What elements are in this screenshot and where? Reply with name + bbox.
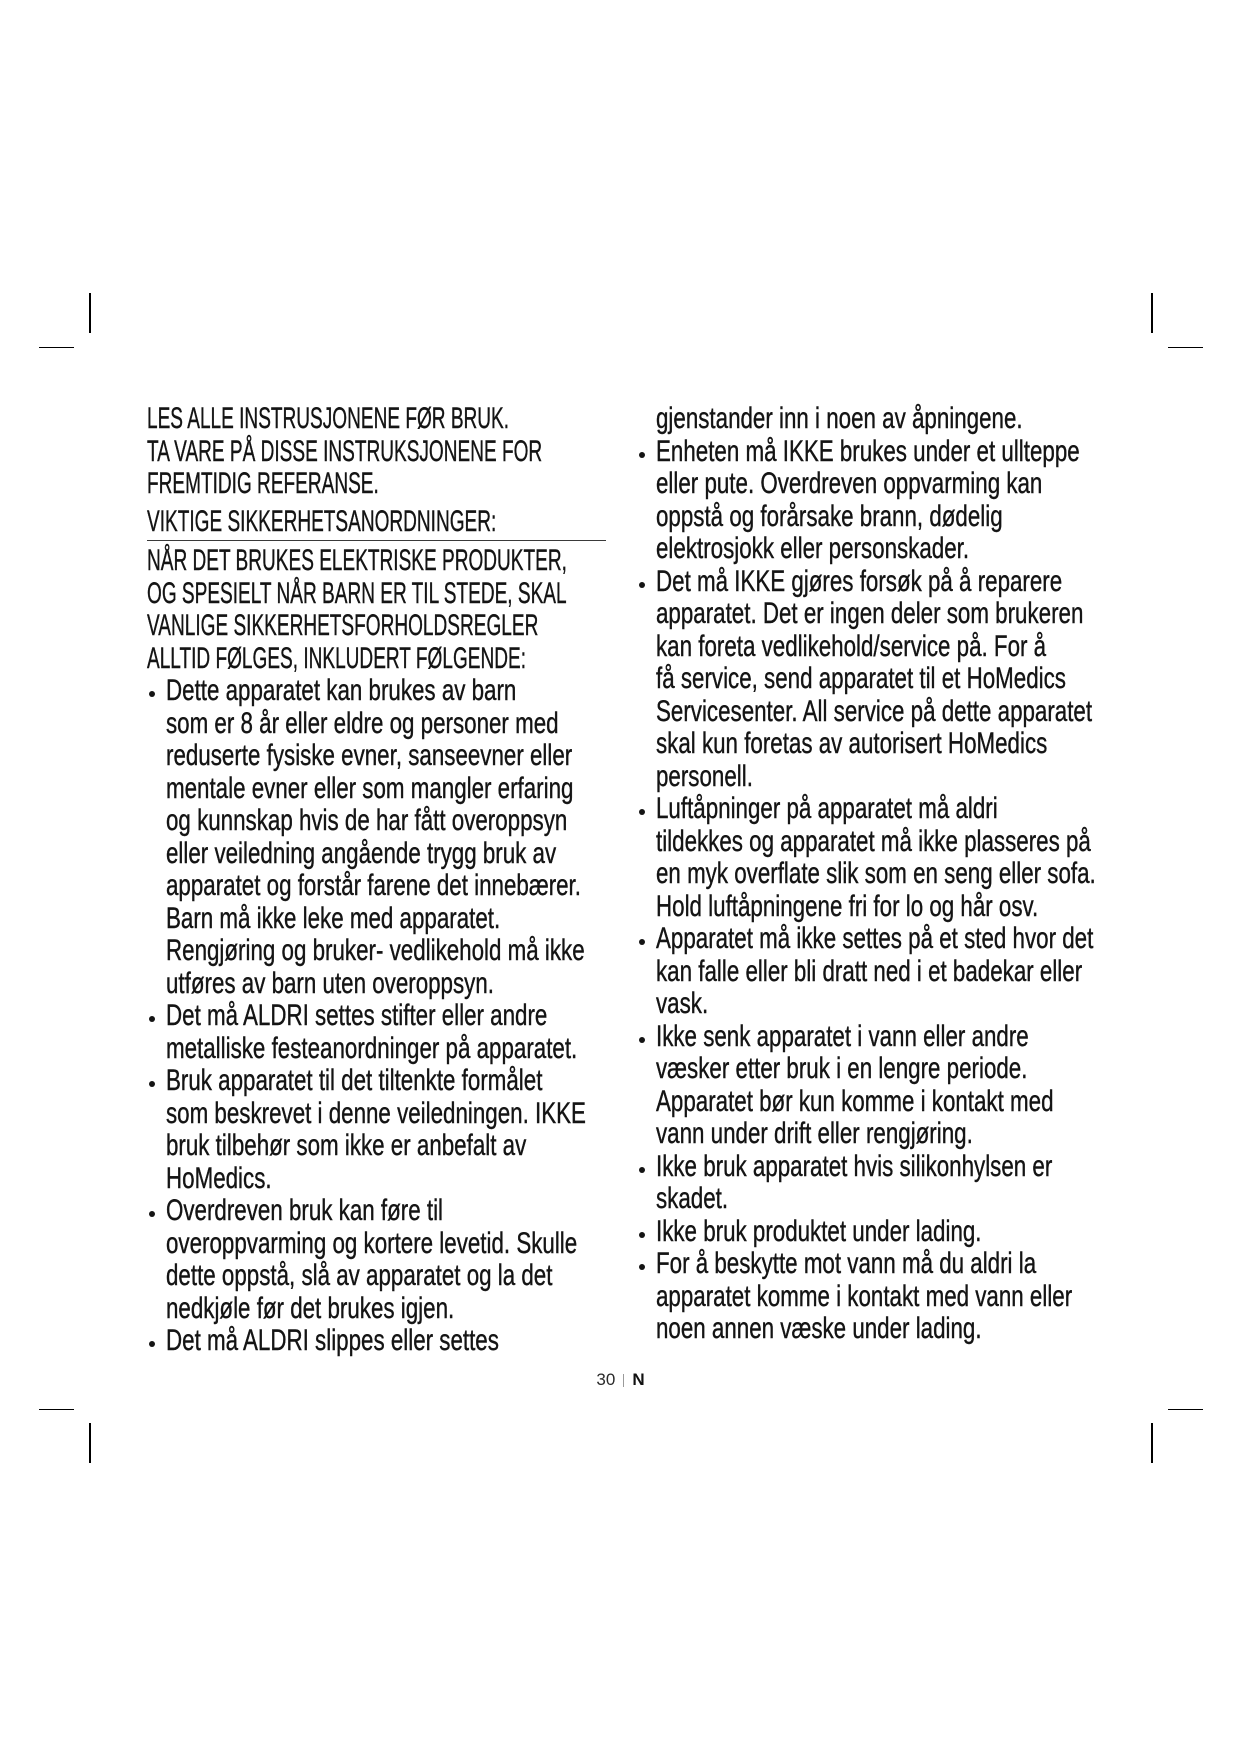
list-item-line: Det må IKKE gjøres forsøk på å reparere [656,564,1063,598]
intro-line: LES ALLE INSTRUSJONENE FØR BRUK. [147,402,510,435]
intro-line: TA VARE PÅ DISSE INSTRUKSJONENE FOR [147,434,543,468]
list-item-line: overoppvarming og kortere levetid. Skulle [166,1226,578,1260]
crop-mark-bottom-right-vertical [1151,1423,1153,1463]
list-item [147,1325,617,1358]
list-item-line: Rengjøring og bruker- vedlikehold må ikke [166,934,585,967]
warning-block [147,545,617,675]
bullet-icon [639,939,645,945]
list-item-line: gjenstander inn i noen av åpningene. [656,402,1023,435]
bullet-icon [639,1037,645,1043]
list-item-line: Barn må ikke leke med apparatet. [166,901,501,935]
list-item-line: Apparatet bør kun komme i kontakt med [656,1084,1054,1118]
list-item-line: Luftåpninger på apparatet må aldri [656,792,998,825]
bullet-icon [639,452,645,458]
bullet-icon [639,1232,645,1238]
page-number: 30 [596,1370,616,1389]
list-item-line: Hold luftåpningene fri for lo og hår osv. [656,889,1039,923]
crop-mark-top-right-horizontal [1168,347,1203,349]
list-item-line: vask. [656,987,709,1020]
intro-line: FREMTIDIG REFERANSE. [147,467,379,500]
list-item [147,1195,617,1325]
warning-line: ALLTID FØLGES, INKLUDERT FØLGENDE: [147,641,526,675]
list-item-line: For å beskytte mot vann må du aldri la [656,1247,1037,1280]
list-item-line: Overdreven bruk kan føre til [166,1194,444,1227]
list-item-line: Ikke bruk produktet under lading. [656,1214,982,1248]
list-item [637,1216,1197,1249]
list-item [637,436,1197,566]
bullet-icon [639,582,645,588]
list-item-line: eller veiledning angående trygg bruk av [166,836,557,870]
safety-heading [147,506,606,541]
list-item-line: som beskrevet i denne veiledningen. IKKE [166,1096,586,1130]
list-item-line: kan falle eller bli dratt ned i et badekar eller [656,954,1083,988]
list-item [637,793,1197,923]
list-item-line: Apparatet må ikke settes på et sted hvor det [656,922,1094,955]
list-item [637,1151,1197,1216]
list-item-line: skadet. [656,1182,729,1215]
list-item-line: noen annen væske under lading. [656,1312,982,1345]
list-item-line: metalliske festeanordninger på apparatet. [166,1031,578,1065]
list-item [637,566,1197,794]
list-item-line: Det må ALDRI slippes eller settes [166,1324,499,1357]
bullet-icon [639,809,645,815]
left-column [147,403,617,1358]
list-item-line: Servicesenter. All service på dette apparatet [656,694,1093,728]
list-item-line: Dette apparatet kan brukes av barn [166,674,517,707]
right-column [637,403,1197,1346]
page-footer [0,1369,1241,1391]
intro-notice [147,403,617,501]
list-item-line: og kunnskap hvis de har fått overoppsyn [166,804,568,837]
bullet-icon [149,1341,155,1347]
list-item-line: dette oppstå, slå av apparatet og la det [166,1259,553,1292]
list-item-line: apparatet og forstår farene det innebærer. [166,869,581,902]
bullet-icon [149,1016,155,1022]
list-item-line: Enheten må IKKE brukes under et ullteppe [656,434,1080,468]
list-item-line: apparatet komme i kontakt med vann eller [656,1279,1073,1313]
warning-line: VANLIGE SIKKERHETSFORHOLDSREGLER [147,609,539,642]
list-item-line: reduserte fysiske evner, sanseevner eller [166,739,573,772]
bullet-icon [149,691,155,697]
list-item-line: få service, send apparatet til et HoMedics [656,662,1066,695]
list-item-line: eller pute. Overdreven oppvarming kan [656,467,1043,500]
list-item-line: skal kun foretas av autorisert HoMedics [656,727,1048,760]
safety-list-left [147,675,617,1358]
bullet-icon [639,1167,645,1173]
list-item-line: Ikke bruk apparatet hvis silikonhylsen er [656,1149,1053,1183]
list-item [637,923,1197,1021]
bullet-icon [639,1264,645,1270]
folio-divider [623,1374,624,1387]
list-item-line: apparatet. Det er ingen deler som brukeren [656,597,1084,630]
list-item-line: kan foreta vedlikehold/service på. For å [656,629,1047,663]
list-item-line: vann under drift eller rengjøring. [656,1117,973,1150]
crop-mark-bottom-left-horizontal [39,1409,74,1411]
list-item-line: væsker etter bruk i en lengre periode. [656,1052,1028,1085]
crop-mark-top-right-vertical [1151,293,1153,333]
list-item-line: Bruk apparatet til det tiltenkte formålet [166,1064,543,1097]
safety-list-right [637,436,1197,1346]
list-item-line: elektrosjokk eller personskader. [656,532,970,565]
list-item-continuation [637,403,1197,436]
list-item-line: bruk tilbehør som ikke er anbefalt av [166,1129,527,1162]
list-item [147,1000,617,1065]
list-item [637,1021,1197,1151]
list-item-line: Det må ALDRI settes stifter eller andre [166,999,548,1032]
list-item-line: Ikke senk apparatet i vann eller andre [656,1019,1029,1053]
safety-heading-text: VIKTIGE SIKKERHETSANORDNINGER: [147,505,497,538]
warning-line: NÅR DET BRUKES ELEKTRISKE PRODUKTER, [147,544,567,577]
list-item-line: oppstå og forårsake brann, dødelig [656,499,1003,533]
list-item-line: mentale evner eller som mangler erfaring [166,771,574,805]
list-item [147,675,617,1000]
language-marker: N [632,1370,645,1389]
crop-mark-top-left-vertical [89,293,91,333]
list-item-line: en myk overflate slik som en seng eller sofa. [656,857,1096,890]
bullet-icon [149,1211,155,1217]
warning-line: OG SPESIELT NÅR BARN ER TIL STEDE, SKAL [147,576,567,610]
list-item [147,1065,617,1195]
list-item-line: som er 8 år eller eldre og personer med [166,706,559,740]
list-item-line: nedkjøle før det brukes igjen. [166,1291,455,1325]
crop-mark-top-left-horizontal [39,347,74,349]
crop-mark-bottom-right-horizontal [1168,1409,1203,1411]
crop-mark-bottom-left-vertical [89,1423,91,1463]
list-item [637,1248,1197,1346]
list-item-line: utføres av barn uten overoppsyn. [166,966,494,1000]
list-item-line: tildekkes og apparatet må ikke plasseres på [656,824,1091,858]
list-item-line: HoMedics. [166,1161,272,1195]
bullet-icon [149,1081,155,1087]
list-item-line: personell. [656,759,753,793]
